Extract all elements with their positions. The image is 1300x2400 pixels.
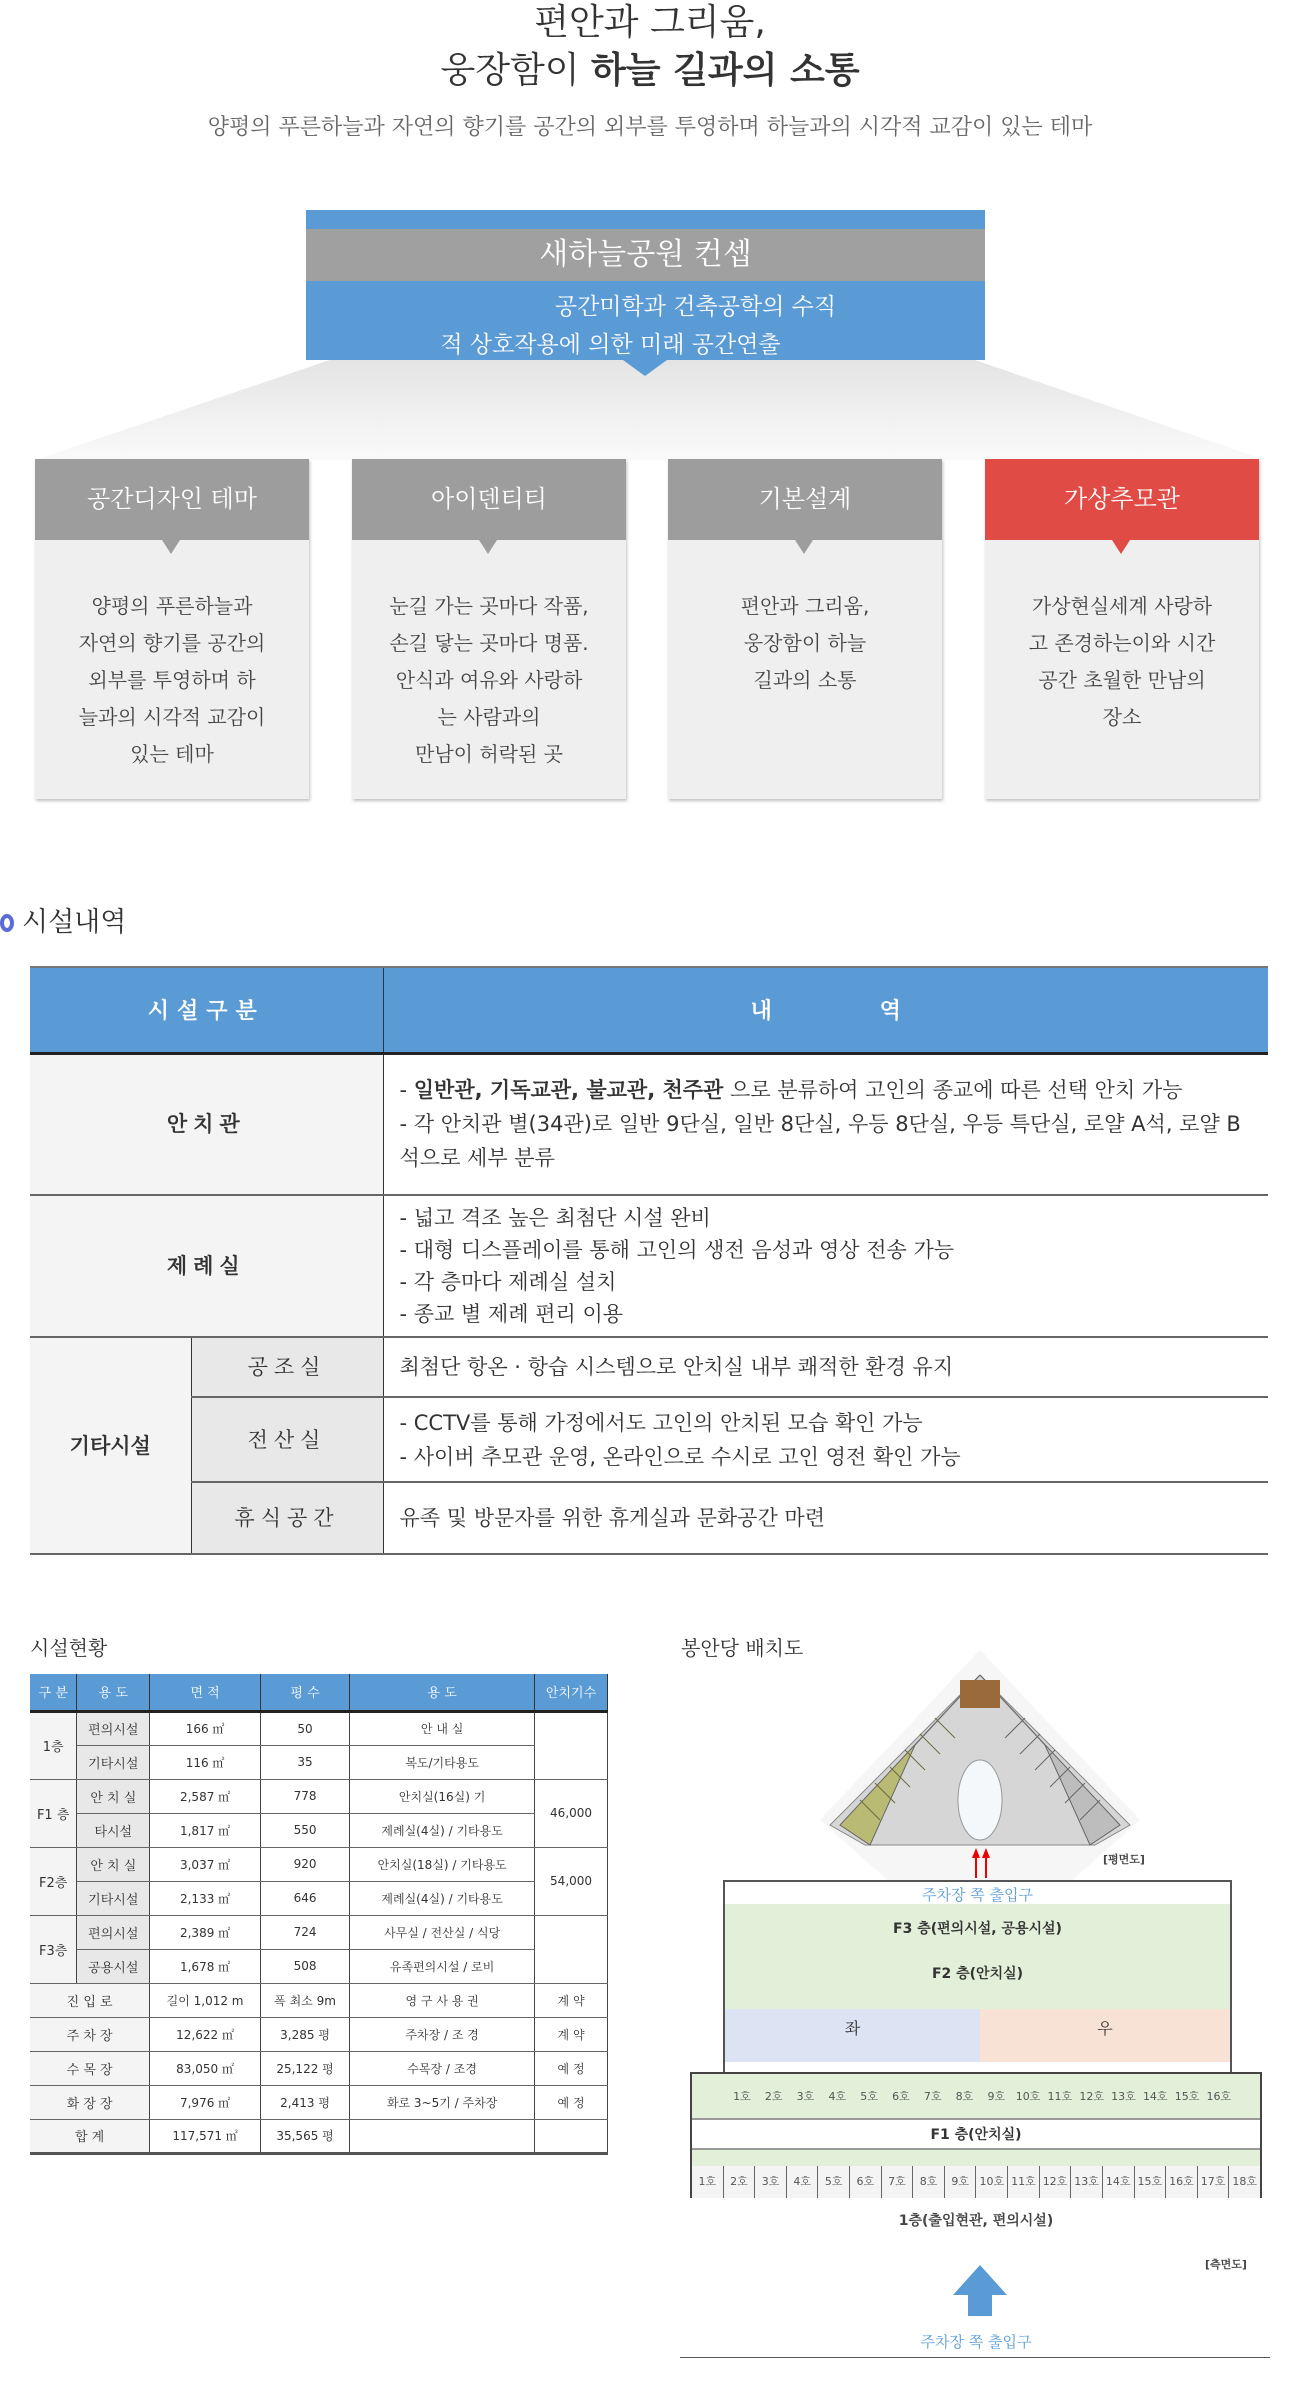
- value-cell: 646: [260, 1881, 349, 1915]
- value-cell: 550: [260, 1813, 349, 1847]
- value-cell: 3,285 평: [260, 2017, 349, 2051]
- room-cell: 11호: [1007, 2166, 1039, 2198]
- value-cell: [350, 2119, 535, 2153]
- concept-line2: 적 상호작용에 의한 미래 공간연출: [440, 332, 781, 358]
- row-details: [383, 1397, 1268, 1482]
- room-cell: 4호: [828, 2090, 847, 2103]
- value-cell: 35,565 평: [260, 2119, 349, 2153]
- value-cell: 수목장 / 조경: [350, 2051, 535, 2085]
- usage-cell: 공용시설: [77, 1949, 150, 1983]
- card-line: 고 존경하는이와 시간: [1028, 631, 1216, 655]
- room-cell: 15호: [1134, 2166, 1166, 2198]
- value-cell: 3,037 ㎡: [150, 1847, 261, 1881]
- value-cell: 주차장 / 조 경: [350, 2017, 535, 2051]
- room-cell: 2호: [764, 2090, 783, 2103]
- card-title: 공간디자인 테마: [35, 459, 309, 540]
- card-line: 외부를 투영하며 하: [88, 668, 256, 692]
- hero-title-line2: [0, 48, 1300, 94]
- capacity-cell: 46,000: [535, 1779, 608, 1847]
- section-heading: [0, 900, 126, 939]
- card-line: 편안과 그리움,: [740, 594, 870, 618]
- detail-line: - 일반관, 기독교관, 불교관, 천주관 으로 분류하여 고인의 종교에 따른 선택 안치 가능: [399, 1078, 1183, 1103]
- side-elevation-lower: [690, 2072, 1262, 2198]
- table-row: [30, 1482, 1268, 1554]
- room-cell: 5호: [817, 2166, 849, 2198]
- room-cell: 13호: [1111, 2090, 1136, 2103]
- room-cell: 16호: [1165, 2166, 1197, 2198]
- floor-f1: F1 층(안치실): [692, 2120, 1260, 2150]
- value-cell: 2,133 ㎡: [150, 1881, 261, 1915]
- value-cell: 778: [260, 1779, 349, 1813]
- card-line: 눈길 가는 곳마다 작품,: [389, 594, 589, 618]
- bullet-circle-icon: [0, 914, 14, 932]
- header-cell: 평 수: [260, 1674, 349, 1711]
- table-row: [30, 1745, 608, 1779]
- hero-title-prefix: 웅장함이: [440, 50, 592, 91]
- card-line: 늘과의 시각적 교감이: [78, 705, 266, 729]
- room-cell: 4호: [786, 2166, 818, 2198]
- value-cell: 제례실(4실) / 기타용도: [350, 1813, 535, 1847]
- floor-f2: F2 층(안치실): [725, 1954, 1230, 2009]
- table-row: [30, 1847, 608, 1881]
- room-cell: 3호: [754, 2166, 786, 2198]
- card-line: 공간 초월한 만남의: [1038, 668, 1206, 692]
- card-line: 있는 테마: [130, 742, 214, 766]
- header-cell: 용 도: [77, 1674, 150, 1711]
- room-cell: 6호: [849, 2166, 881, 2198]
- detail-bold: 일반관, 기독교관, 불교관, 천주관: [413, 1078, 724, 1103]
- header-cell: 구 분: [30, 1674, 77, 1711]
- value-cell: 116 ㎡: [150, 1745, 261, 1779]
- wing-left: 좌: [725, 2009, 980, 2062]
- concept-pointer-icon: [623, 360, 667, 376]
- value-cell: 예 정: [535, 2051, 608, 2085]
- table-row: [30, 1983, 608, 2017]
- sub-label: 전산실: [191, 1397, 383, 1482]
- card-line: 웅장함이 하늘: [743, 631, 867, 655]
- category-cell: 진 입 로: [30, 1983, 150, 2017]
- row-details: 최첨단 항온 · 항습 시스템으로 안치실 내부 쾌적한 환경 유지: [383, 1337, 1268, 1397]
- floor-label: F3층: [30, 1915, 77, 1983]
- side-tag: [측면도]: [1205, 2258, 1247, 2271]
- room-cell: 16호: [1206, 2090, 1232, 2103]
- table-header-row: [30, 1674, 608, 1711]
- table-row: [30, 2085, 608, 2119]
- lower-rooms-row: [692, 2166, 1260, 2198]
- value-cell: 508: [260, 1949, 349, 1983]
- value-cell: 1,817 ㎡: [150, 1813, 261, 1847]
- detail-line: - 대형 디스플레이를 통해 고인의 생전 음성과 영상 전송 가능: [399, 1238, 955, 1262]
- capacity-cell: [535, 1915, 608, 1983]
- table-row: [30, 1949, 608, 1983]
- row-label: 기타시설: [30, 1337, 191, 1554]
- room-cell: 15호: [1174, 2090, 1200, 2103]
- usage-cell: 기타시설: [77, 1745, 150, 1779]
- card-line: 자연의 향기를 공간의: [78, 631, 266, 655]
- up-arrow-icon: [950, 2263, 1010, 2318]
- floor-f3: F3 층(편의시설, 공용시설): [725, 1904, 1230, 1954]
- table-row: [30, 1813, 608, 1847]
- value-cell: 화로 3~5기 / 주차장: [350, 2085, 535, 2119]
- card-body: [668, 540, 942, 699]
- value-cell: 계 약: [535, 1983, 608, 2017]
- room-cell: 17호: [1197, 2166, 1229, 2198]
- value-cell: 복도/기타용도: [350, 1745, 535, 1779]
- value-cell: 안 내 실: [350, 1711, 535, 1745]
- usage-cell: 편의시설: [77, 1915, 150, 1949]
- card-body: [35, 540, 309, 773]
- hero-title-bold: 하늘 길과의 소통: [591, 50, 860, 91]
- value-cell: 영 구 사 용 권: [350, 1983, 535, 2017]
- room-cell: 7호: [881, 2166, 913, 2198]
- value-cell: 안치실(18실) / 기타용도: [350, 1847, 535, 1881]
- room-cell: 13호: [1070, 2166, 1102, 2198]
- concept-title: 새하늘공원 컨셉: [306, 229, 985, 281]
- concept-line1: 공간미학과 건축공학의 수직: [554, 294, 837, 320]
- value-cell: 안치실(16실) 기: [350, 1779, 535, 1813]
- category-cell: 주 차 장: [30, 2017, 150, 2051]
- header-cell: 용 도: [350, 1674, 535, 1711]
- wing-right: 우: [980, 2009, 1230, 2062]
- card-line: 가상현실세계 사랑하: [1031, 594, 1213, 618]
- entrance-text: 주차장 쪽 출입구: [922, 1886, 1033, 1904]
- card-line: 장소: [1102, 705, 1142, 729]
- value-cell: 12,622 ㎡: [150, 2017, 261, 2051]
- room-cell: 7호: [923, 2090, 942, 2103]
- row-label: 제례실: [30, 1195, 383, 1337]
- value-cell: 2,587 ㎡: [150, 1779, 261, 1813]
- value-cell: 920: [260, 1847, 349, 1881]
- room-cell: 9호: [987, 2090, 1006, 2103]
- value-cell: 83,050 ㎡: [150, 2051, 261, 2085]
- header-details: 내 역: [383, 967, 1268, 1053]
- table-row: [30, 1397, 1268, 1482]
- plan-tag: [평면도]: [1103, 1853, 1145, 1866]
- f1-band: [692, 2150, 1260, 2166]
- value-cell: 계 약: [535, 2017, 608, 2051]
- room-cell: 12호: [1079, 2090, 1104, 2103]
- value-cell: 25,122 평: [260, 2051, 349, 2085]
- entrance-text: 주차장 쪽 출입구: [920, 2333, 1032, 2351]
- room-cell: 14호: [1142, 2090, 1168, 2103]
- sub-label: 휴식공간: [191, 1482, 383, 1554]
- room-cell: 14호: [1102, 2166, 1134, 2198]
- card-line: 양평의 푸른하늘과: [91, 594, 253, 618]
- value-cell: 724: [260, 1915, 349, 1949]
- value-cell: 길이 1,012 m: [150, 1983, 261, 2017]
- header-cell: 안치기수: [535, 1674, 608, 1711]
- floor-label: 1층: [30, 1711, 77, 1779]
- concept-fan-decoration: [0, 360, 1300, 470]
- card-basic-design: [668, 459, 942, 799]
- upper-rooms-row: [692, 2074, 1260, 2120]
- room-cell: 8호: [955, 2090, 974, 2103]
- value-cell: 사무실 / 전산실 / 식당: [350, 1915, 535, 1949]
- room-cell: 2호: [723, 2166, 755, 2198]
- card-title: 아이덴티티: [352, 459, 626, 540]
- hero-title-line1: 편안과 그리움,: [534, 2, 766, 43]
- card-identity: [352, 459, 626, 799]
- card-title: 가상추모관: [985, 459, 1259, 540]
- table-row: [30, 1881, 608, 1915]
- room-cell: 1호: [698, 2175, 717, 2188]
- usage-cell: 안 치 실: [77, 1847, 150, 1881]
- hero-subtitle: 양평의 푸른하늘과 자연의 향기를 공간의 외부를 투영하며 하늘과의 시각적 교감이 있는 테마: [207, 115, 1093, 140]
- card-line: 길과의 소통: [753, 668, 857, 692]
- room-cell: 10호: [1015, 2090, 1041, 2103]
- table-row: [30, 1195, 1268, 1337]
- room-cell: 12호: [1039, 2166, 1071, 2198]
- room-cell: 6호: [892, 2090, 910, 2103]
- layout-map-title: 봉안당 배치도: [681, 1636, 804, 1660]
- detail-text: 으로 분류하여 고인의 종교에 따른 선택 안치 가능: [723, 1078, 1183, 1103]
- row-label: 안치관: [30, 1053, 383, 1195]
- usage-cell: 타시설: [77, 1813, 150, 1847]
- room-cell: 1호: [733, 2090, 751, 2103]
- side-elevation-upper: [723, 1880, 1232, 2072]
- table-row: [30, 1779, 608, 1813]
- room-cell: 11호: [1047, 2090, 1073, 2103]
- value-cell: 1,678 ㎡: [150, 1949, 261, 1983]
- ground-floor-label: 1층(출입현관, 편의시설): [898, 2213, 1054, 2229]
- usage-cell: 편의시설: [77, 1711, 150, 1745]
- detail-line: - 각 안치관 별(34관)로 일반 9단실, 일반 8단실, 우등 8단실, 우등 특단실, 로얄 A석, 로얄 B석으로 세부 분류: [399, 1112, 1241, 1171]
- value-cell: 유족편의시설 / 로비: [350, 1949, 535, 1983]
- card-line: 만남이 허락된 곳: [415, 742, 563, 766]
- value-cell: 35: [260, 1745, 349, 1779]
- capacity-cell: 54,000: [535, 1847, 608, 1915]
- sub-label: 공조실: [191, 1337, 383, 1397]
- room-cell: 10호: [975, 2166, 1007, 2198]
- table-row: [30, 2051, 608, 2085]
- table-row: [30, 2119, 608, 2153]
- floor-label: F2층: [30, 1847, 77, 1915]
- value-cell: 예 정: [535, 2085, 608, 2119]
- category-cell: 수 목 장: [30, 2051, 150, 2085]
- card-space-design: [35, 459, 309, 799]
- divider: [680, 2357, 1270, 2358]
- category-cell: 화 장 장: [30, 2085, 150, 2119]
- table-row: [30, 1711, 608, 1745]
- value-cell: 폭 최소 9m: [260, 1983, 349, 2017]
- table-header-row: [30, 967, 1268, 1053]
- row-details: [383, 1053, 1268, 1195]
- value-cell: [535, 2119, 608, 2153]
- value-cell: 166 ㎡: [150, 1711, 261, 1745]
- detail-line: - 각 층마다 제례실 설치: [399, 1270, 617, 1294]
- card-body: [352, 540, 626, 773]
- detail-line: - 사이버 추모관 운영, 온라인으로 수시로 고인 영전 확인 가능: [399, 1444, 961, 1469]
- table-row: [30, 1337, 1268, 1397]
- room-cell: 3호: [796, 2090, 815, 2103]
- value-cell: 2,389 ㎡: [150, 1915, 261, 1949]
- row-details: [383, 1195, 1268, 1337]
- detail-line: - 종교 별 제례 편리 이용: [399, 1302, 624, 1326]
- card-line: 안식과 여유와 사랑하: [395, 668, 583, 692]
- table-row: [30, 1915, 608, 1949]
- card-title: 기본설계: [668, 459, 942, 540]
- detail-line: - CCTV를 통해 가정에서도 고인의 안치된 모습 확인 가능: [399, 1410, 923, 1435]
- room-cell: 8호: [912, 2166, 944, 2198]
- detail-line: - 넓고 격조 높은 최첨단 시설 완비: [399, 1206, 711, 1230]
- card-virtual-memorial: [985, 459, 1259, 799]
- concept-box: [306, 210, 985, 360]
- room-cell: 18호: [1228, 2166, 1260, 2198]
- room-cell: 9호: [944, 2166, 976, 2198]
- entrance-label-top: [725, 1884, 1230, 1905]
- value-cell: 117,571 ㎡: [150, 2119, 261, 2153]
- value-cell: 제례실(4실) / 기타용도: [350, 1881, 535, 1915]
- value-cell: 7,976 ㎡: [150, 2085, 261, 2119]
- facility-table: [30, 966, 1268, 1555]
- card-line: 는 사람과의: [437, 705, 541, 729]
- capacity-cell: [535, 1711, 608, 1779]
- category-cell: 합 계: [30, 2119, 150, 2153]
- section-title: 시설내역: [22, 907, 127, 938]
- table-row: [30, 2017, 608, 2051]
- floor-plan-image: [800, 1650, 1160, 1910]
- value-cell: 2,413 평: [260, 2085, 349, 2119]
- header-cell: 면 적: [150, 1674, 261, 1711]
- usage-cell: 안 치 실: [77, 1779, 150, 1813]
- card-body: [985, 540, 1259, 736]
- usage-cell: 기타시설: [77, 1881, 150, 1915]
- entrance-label-bottom: [690, 2331, 1262, 2352]
- floor-label: F1 층: [30, 1779, 77, 1847]
- card-line: 손길 닿는 곳마다 명품.: [389, 631, 589, 655]
- table-row: [30, 1053, 1268, 1195]
- status-table: [30, 1674, 608, 2155]
- value-cell: 50: [260, 1711, 349, 1745]
- header-category: 시설구분: [30, 967, 383, 1053]
- room-cell: 5호: [860, 2090, 878, 2103]
- status-title: 시설현황: [30, 1636, 108, 1660]
- row-details: 유족 및 방문자를 위한 휴게실과 문화공간 마련: [383, 1482, 1268, 1554]
